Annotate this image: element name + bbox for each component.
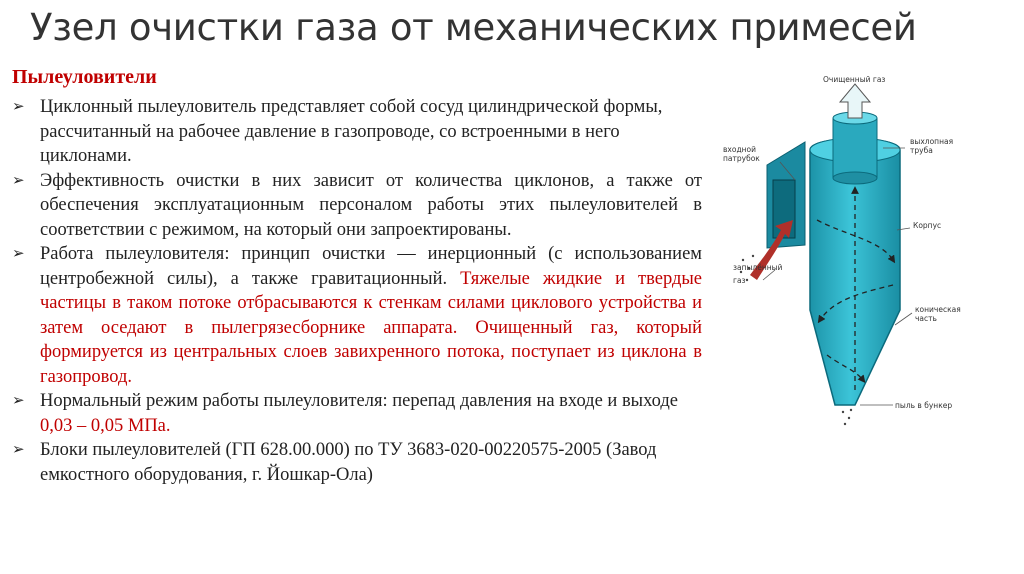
bullet-text: Нормальный режим работы пылеуловителя: перепад давления на входе и выходе: [40, 391, 678, 411]
slide-title: Узел очистки газа от механических примесей: [30, 6, 917, 49]
bullet-list: [12, 95, 702, 487]
arrow-bullet-icon: ➢: [12, 393, 25, 409]
bullet-text: Циклонный пылеуловитель представляет собой сосуд цилиндрической формы, рассчитанный на рабочее давление в газопроводе, со встроенными в него циклонами.: [40, 97, 663, 166]
bullet-text: Блоки пылеуловителей (ГП 628.00.000) по ТУ 3683-020-00220575-2005 (Завод емкостного оборудования, г. Йошкар-Ола): [40, 440, 657, 485]
bullet-item: [12, 95, 702, 169]
cyclone-diagram: [705, 70, 1005, 440]
label-dusty-gas: запылённый: [733, 263, 783, 272]
label-exhaust-2: труба: [910, 146, 933, 155]
arrow-bullet-icon: ➢: [12, 246, 25, 262]
arrow-bullet-icon: ➢: [12, 172, 25, 189]
exhaust-pipe: [833, 112, 877, 184]
bullet-item: [12, 242, 702, 389]
label-inlet: входной: [723, 145, 756, 154]
label-exhaust: выхлопная: [910, 137, 954, 146]
bullet-item: [12, 389, 702, 438]
label-clean-gas: Очищенный газ: [823, 75, 886, 84]
bullet-item: [12, 438, 702, 487]
label-conical: коническая: [915, 305, 961, 314]
arrow-bullet-icon: ➢: [12, 442, 25, 458]
bullet-text: Эффективность очистки в них зависит от количества циклонов, а также от обеспечения эксплуатационным персоналом работы этих пылеуловителей в соответствии с режимом, на который они запроектированы.: [40, 170, 702, 240]
label-body: Корпус: [913, 221, 942, 230]
section-title: Пылеуловители: [12, 66, 157, 88]
label-inlet-2: патрубок: [723, 154, 760, 163]
label-dust: пыль в бункер: [895, 401, 953, 410]
arrow-bullet-icon: ➢: [12, 99, 25, 115]
pressure-value: 0,03 – 0,05 МПа.: [40, 415, 171, 436]
bullet-text: Работа пылеуловителя: принцип очистки — инерционный (с использованием центробежной силы), а также гравитационный.: [40, 244, 702, 289]
label-conical-2: часть: [915, 314, 937, 323]
bullet-item: [12, 169, 702, 243]
bullet-text-highlight: Тяжелые жидкие и твердые частицы в таком потоке отбрасываются к стенкам силами циклового устройства и затем оседают в пылегрязесборнике аппарата. Очищенный газ, который формируется из центральных слоев завихренного потока, поступает из циклона в газопровод.: [40, 268, 703, 387]
label-dusty-gas-2: газ: [733, 276, 746, 285]
